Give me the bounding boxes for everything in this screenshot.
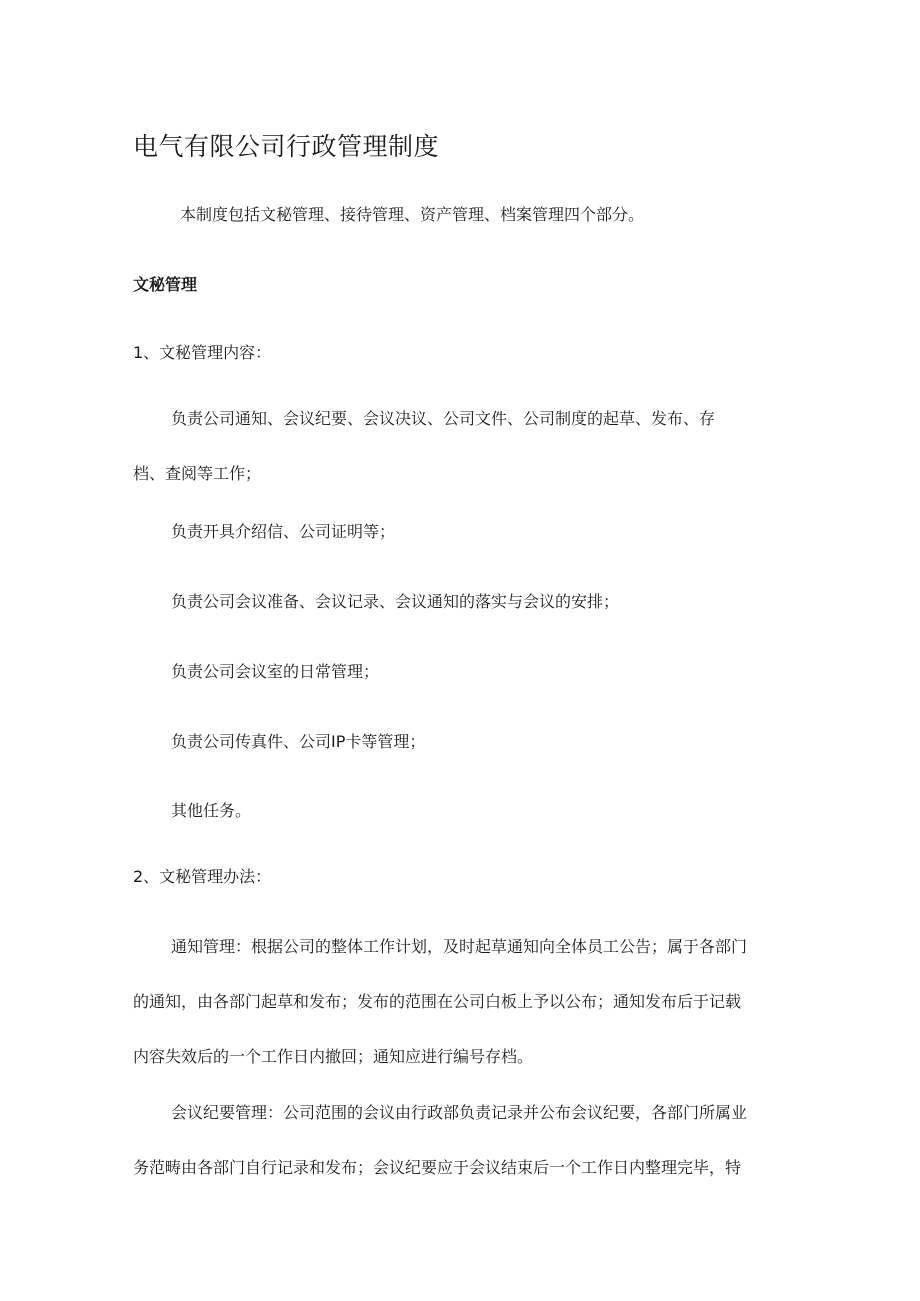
- notice-management-line-1: 通知管理：根据公司的整体工作计划，及时起草通知向全体员工公告；属于各部门: [171, 937, 748, 956]
- content-item-5: 负责公司传真件、公司IP卡等管理；: [171, 732, 426, 751]
- content-item-4: 负责公司会议室的日常管理；: [171, 662, 380, 681]
- notice-management-paragraph: [133, 934, 785, 1099]
- content-item-1-line-2: 档、查阅等工作；: [133, 464, 262, 483]
- minutes-management-line-1: 会议纪要管理：公司范围的会议由行政部负责记录并公布会议纪要，各部门所属业: [171, 1103, 748, 1122]
- notice-management-line-3: 内容失效后的一个工作日内撤回；通知应进行编号存档。: [133, 1047, 534, 1066]
- content-item-6: 其他任务。: [171, 801, 252, 820]
- subsection-heading-methods: 2、文秘管理办法：: [133, 867, 272, 886]
- content-item-3: 负责公司会议准备、会议记录、会议通知的落实与会议的安排；: [171, 592, 620, 611]
- subsection-heading-content: 1、文秘管理内容：: [133, 343, 272, 362]
- content-item-1: [133, 406, 785, 516]
- minutes-management-paragraph: [133, 1100, 785, 1210]
- minutes-management-line-2: 务范畴由各部门自行记录和发布；会议纪要应于会议结束后一个工作日内整理完毕，特: [133, 1158, 742, 1177]
- notice-management-line-2: 的通知，由各部门起草和发布；发布的范围在公司白板上予以公布；通知发布后于记载: [133, 992, 742, 1011]
- content-item-2: 负责开具介绍信、公司证明等；: [171, 522, 396, 541]
- intro-paragraph: 本制度包括文秘管理、接待管理、资产管理、档案管理四个部分。: [180, 205, 645, 224]
- content-item-1-line-1: 负责公司通知、会议纪要、会议决议、公司文件、公司制度的起草、发布、存: [171, 409, 716, 428]
- section-heading-secretarial: 文秘管理: [133, 275, 198, 294]
- document-title: 电气有限公司行政管理制度: [133, 132, 440, 161]
